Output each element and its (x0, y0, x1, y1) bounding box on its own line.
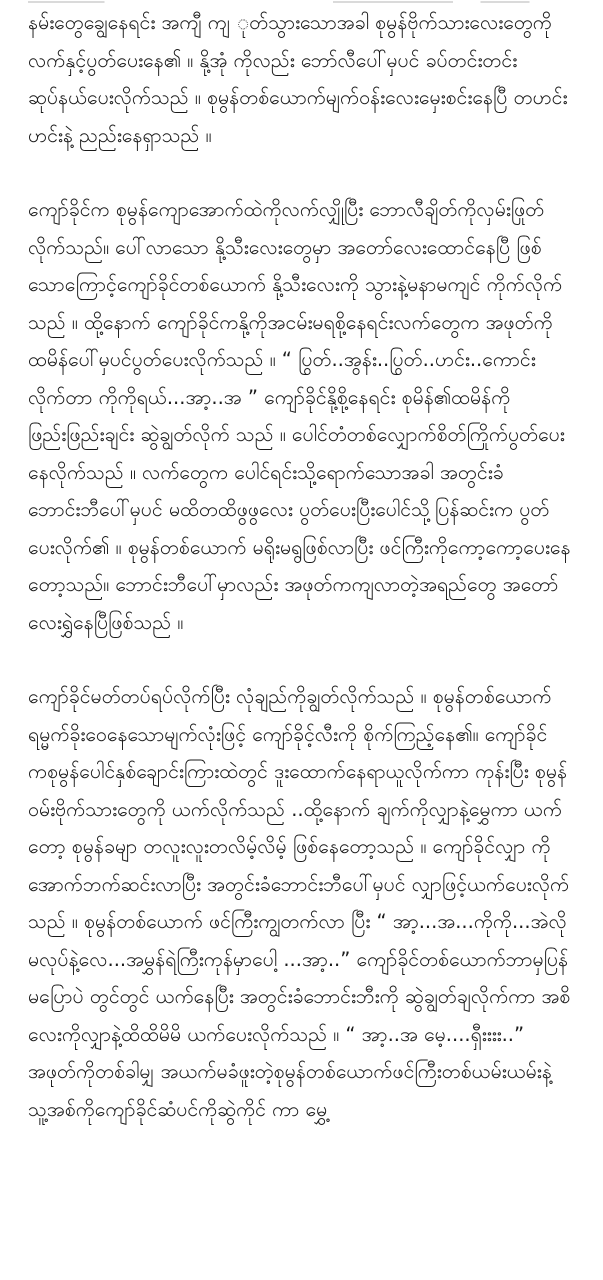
paragraph-3: ကျော်ခိုင်မတ်တပ်ရပ်လိုက်ပြီး လုံချည်ကိုချွတ်လိုက်သည် ။ စုမွန်တစ်ယောက် ရမ္မက်ခိုးဝေနေသောမျက်လုံးဖြင့် ကျော်ခိုင့်လီးကို စိုက်ကြည့်နေ၏။ ကျော်ခိုင်ကစုမွန်ပေါင်နှစ်ချောင်းကြားထဲတွင် ဒူးထောက်နေရာယူလိုက်ကာ ကုန်းပြီး စုမွန်ဝမ်းဗိုက်သားတွေကို ယက်လိုက်သည် ..ထို့နောက် ချက်ကိုလျှာနဲ့မွှေကာ ယက်တော့ စုမွန်ခမျာ တလူးလူးတလိမ့်လိမ့် ဖြစ်နေတော့သည် ။ ကျော်ခိုင်လျှာ ကို အောက်ဘက်ဆင်းလာပြီး အတွင်းခံဘောင်းဘီပေါ်မှပင် လျှာဖြင့်ယက်ပေးလိုက်သည် ။ စုမွန်တစ်ယောက် ဖင်ကြီးကျွတက်လာ ပြီး “ အာ့...အ...ကိုကို...အဲလိုမလုပ်နဲ့လေ...အမွှန်ရဲကြီးကုန်မှာပေါ့ ...အာ့..” ကျော်ခိုင်တစ်ယောက်ဘာမှပြန်မပြောပဲ တွင်တွင် ယက်နေပြီး အတွင်းခံဘောင်းဘီးကို ဆွဲချွတ်ချလိုက်ကာ အစိလေးကိုလျှာနဲ့ထိထိမိမိ ယက်ပေးလိုက်သည် ။ “ အာ့..အ မေ့....ရှီးးးး..” အဖုတ်ကိုတစ်ခါမျှ အယက်မခံဖူးတဲ့စုမွန်တစ်ယောက်ဖင်ကြီးတစ်ယမ်းယမ်းနဲ့ သူ့အစ်ကိုကျော်ခိုင်ဆံပင်ကိုဆွဲကိုင် ကာ မွှေ့ (28, 685, 571, 1121)
paragraph-2: ကျော်ခိုင်က စုမွန်ကျောအောက်ထဲကိုလက်လျှိုပြီး ဘောလီချိတ်ကိုလှမ်းဖြုတ်လိုက်သည်။ ပေါ်လာသော နို့သီးလေးတွေမှာ အတော်လေးထောင်နေပြီ ဖြစ်သောကြောင့်ကျော်ခိုင်တစ်ယောက် နို့သီးလေးကို သွားနဲ့မနာမကျင် ကိုက်လိုက်သည် ။ ထို့နောက် ကျော်ခိုင်ကနို့ကိုအငမ်းမရစို့နေရင်းလက်တွေက အဖုတ်ကို ထမိန်ပေါ်မှပင်ပွတ်ပေးလိုက်သည် ။ “ ပြွတ်..အွန်း..ပြွတ်..ဟင်း..ကောင်းလိုက်တာ ကိုကိုရယ်...အာ့..အ ” ကျော်ခိုင်နို့စို့နေရင်း စုမိန်၏ထမိန်ကိုဖြည်းဖြည်းချင်း ဆွဲချွတ်လိုက် သည် ။ ပေါင်တံတစ်လျှောက်စိတ်ကြိုက်ပွတ်ပေးနေလိုက်သည် ။ လက်တွေက ပေါင်ရင်းသို့ရောက်သောအခါ အတွင်းခံ ဘောင်းဘီပေါ်မှပင် မထိတထိဖွဖွလေး ပွတ်ပေးပြီးပေါင်သို့ပြန်ဆင်းက ပွတ်ပေးလိုက်၏ ။ စုမွန်တစ်ယောက် မရိုးမရွဖြစ်လာပြီး ဖင်ကြီးကိုကော့ကော့ပေးနေတော့သည်။ ဘောင်းဘီပေါ်မှာလည်း အဖုတ်ကကျလာတဲ့အရည်တွေ အတော်လေးရွှဲနေပြီဖြစ်သည် ။ (28, 198, 571, 634)
text-fragment (28, 1, 573, 3)
story-text (28, 4, 573, 1165)
paragraph-1: နမ်းတွေချွေနေရင်း အကျီ ကျ ုတ်သွားသောအခါ စုမွန်ဗိုက်သားလေးတွေကို လက်နှင့်ပွတ်ပေးနေ၏ ။ နို့အုံ ကိုလည်း ဘော်လီပေါ်မှပင် ခပ်တင်းတင်းဆုပ်နယ်ပေးလိုက်သည် ။ စုမွန်တစ်ယောက်မျက်ဝန်းလေးမှေးစင်းနေပြီ တဟင်းဟင်းနဲ့ ညည်းနေရှာသည် ။ (28, 11, 568, 147)
